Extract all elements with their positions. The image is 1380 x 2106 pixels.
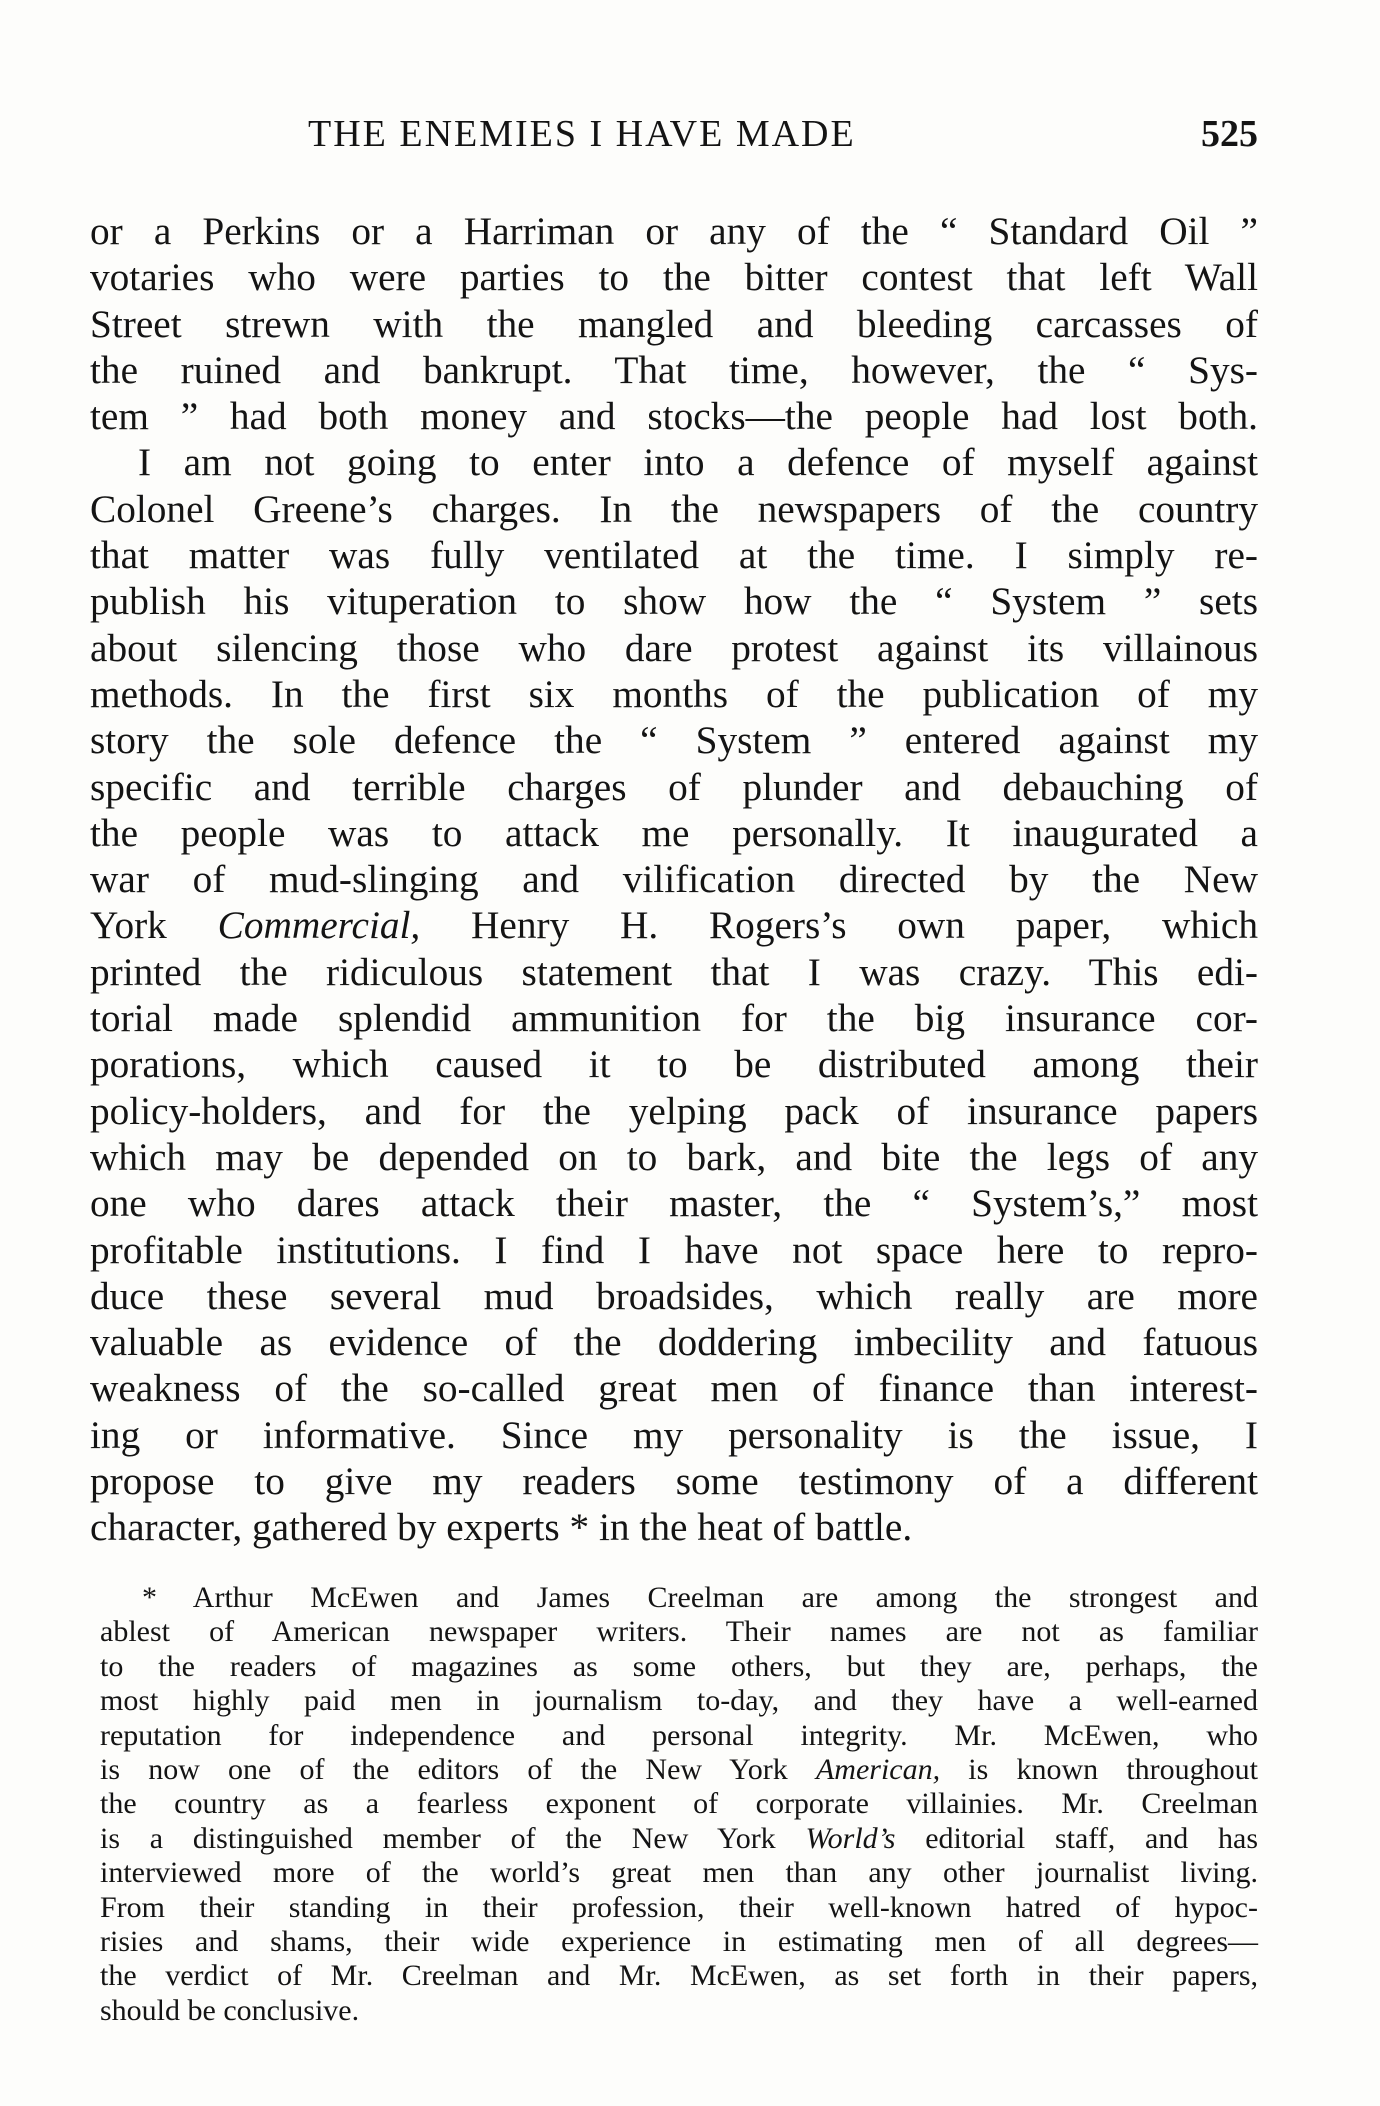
body-line: weakness of the so-called great men of finance than interest- [90, 1366, 1258, 1411]
body-line: the ruined and bankrupt. That time, however, the “ Sys- [90, 347, 1258, 392]
body-line: character, gathered by experts * in the heat of battle. [90, 1505, 913, 1550]
footnote-segment: editorial staff, and has [925, 1821, 1259, 1855]
footnote-segment: is now one of the editors of the New York [100, 1752, 788, 1786]
body-line: or a Perkins or a Harriman or any of the “ Standard Oil ” [90, 209, 1258, 253]
body-text-segment: Henry H. Rogers’s own paper, which [471, 903, 1259, 948]
body-line: tem ” had both money and stocks—the people had lost both. [90, 394, 1258, 439]
body-line: methods. In the first six months of the publication of my [90, 671, 1258, 716]
body-line: duce these several mud broadsides, which really are more [90, 1273, 1258, 1318]
body-line: which may be depended on to bark, and bite the legs of any [90, 1134, 1258, 1179]
body-line: torial made splendid ammunition for the big insurance cor- [90, 996, 1258, 1041]
footnote-line: the country as a fearless exponent of corporate villainies. Mr. Creelman [100, 1787, 1258, 1821]
body-line: story the sole defence the “ System ” entered against my [90, 718, 1258, 763]
footnote-line: ablest of American newspaper writers. Their names are not as familiar [100, 1615, 1258, 1649]
footnote-line: most highly paid men in journalism to-day, and they have a well-earned [100, 1684, 1258, 1718]
body-line: war of mud-slinging and vilification directed by the New [90, 857, 1258, 902]
body-line: specific and terrible charges of plunder and debauching of [90, 764, 1258, 809]
footnote-line-mixed [100, 1753, 1258, 1787]
body-line: I am not going to enter into a defence of myself against [138, 440, 1258, 485]
footnote-line: the verdict of Mr. Creelman and Mr. McEwen, as set forth in their papers, [100, 1959, 1258, 1993]
body-line: printed the ridiculous statement that I was crazy. This edi- [90, 949, 1258, 994]
newspaper-title-commercial: Commercial, [217, 903, 421, 948]
newspaper-title-world: World’s [805, 1821, 896, 1855]
body-line: ing or informative. Since my personality is the issue, I [90, 1412, 1258, 1457]
footnote-line: risies and shams, their wide experience in estimating men of all degrees— [100, 1924, 1258, 1958]
footnote-segment: is a distinguished member of the New York [100, 1821, 776, 1855]
footnote-segment: is known throughout [968, 1752, 1259, 1786]
page-header [308, 112, 1258, 162]
running-title: THE ENEMIES I HAVE MADE [308, 113, 856, 155]
body-line: that matter was fully ventilated at the time. I simply re- [90, 533, 1258, 578]
body-line: votaries who were parties to the bitter contest that left Wall [90, 255, 1258, 300]
body-line: Colonel Greene’s charges. In the newspapers of the country [90, 486, 1258, 531]
body-line: propose to give my readers some testimony of a different [90, 1459, 1258, 1504]
body-line: profitable institutions. I find I have not space here to repro- [90, 1227, 1258, 1272]
body-line: publish his vituperation to show how the “ System ” sets [90, 579, 1258, 624]
body-line: porations, which caused it to be distributed among their [90, 1042, 1258, 1087]
body-line-mixed [90, 902, 1258, 948]
footnote-line: From their standing in their profession, their well-known hatred of hypoc- [100, 1890, 1258, 1924]
footnote-line-mixed [100, 1822, 1258, 1856]
footnote [100, 1581, 1258, 2028]
body-line: policy-holders, and for the yelping pack of insurance papers [90, 1088, 1258, 1133]
body-line: valuable as evidence of the doddering imbecility and fatuous [90, 1320, 1258, 1365]
footnote-line: interviewed more of the world’s great men than any other journalist living. [100, 1856, 1258, 1890]
body-text [90, 208, 1258, 1551]
footnote-line: should be conclusive. [100, 1993, 360, 2027]
page-number: 525 [1201, 113, 1258, 155]
body-line: Street strewn with the mangled and bleeding carcasses of [90, 301, 1258, 346]
body-line: the people was to attack me personally. It inaugurated a [90, 810, 1258, 855]
footnote-line: * Arthur McEwen and James Creelman are among the strongest and [142, 1581, 1258, 1614]
body-line: one who dares attack their master, the “ System’s,” most [90, 1181, 1258, 1226]
footnote-line: to the readers of magazines as some others, but they are, perhaps, the [100, 1649, 1258, 1683]
body-line: about silencing those who dare protest against its villainous [90, 625, 1258, 670]
footnote-line: reputation for independence and personal integrity. Mr. McEwen, who [100, 1718, 1258, 1752]
body-text-segment: York [90, 903, 167, 948]
newspaper-title-american: American, [815, 1752, 941, 1786]
